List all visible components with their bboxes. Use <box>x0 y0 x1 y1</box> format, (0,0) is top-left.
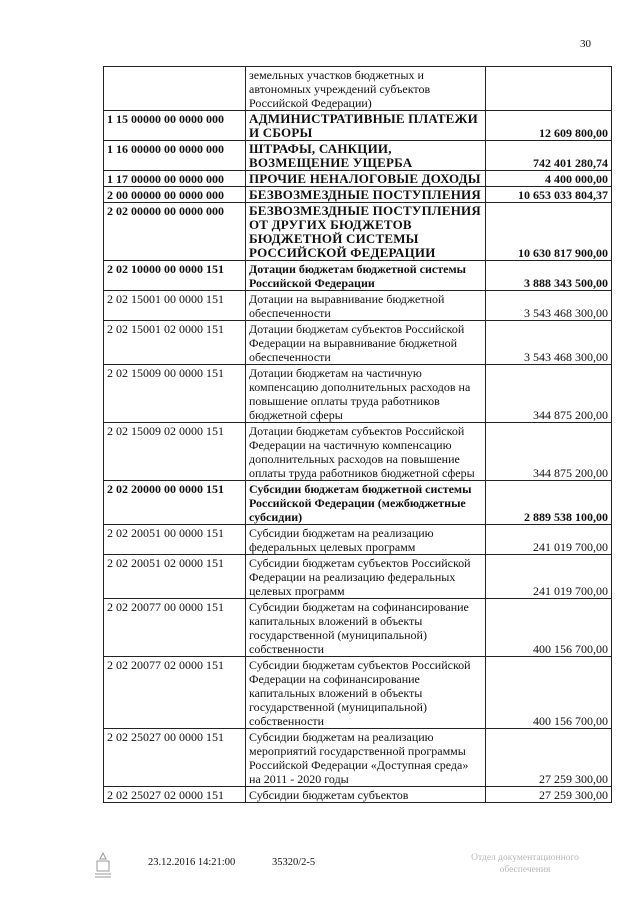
code-cell: 2 02 15009 00 0000 151 <box>104 365 246 423</box>
code-cell: 1 17 00000 00 0000 000 <box>104 171 246 187</box>
code-cell: 2 02 20077 02 0000 151 <box>104 657 246 729</box>
name-cell: Субсидии бюджетам бюджетной системы Российской Федерации (межбюджетные субсидии) <box>246 481 486 525</box>
code-cell: 2 02 20077 00 0000 151 <box>104 599 246 657</box>
document-emblem-icon <box>92 851 114 881</box>
code-cell: 2 02 15001 00 0000 151 <box>104 291 246 321</box>
table-row <box>104 187 612 203</box>
name-cell: Субсидии бюджетам субъектов <box>246 787 486 803</box>
table-row <box>104 141 612 171</box>
page-number: 30 <box>580 38 591 50</box>
amount-cell: 344 875 200,00 <box>486 365 612 423</box>
name-cell: Субсидии бюджетам на реализацию федеральных целевых программ <box>246 525 486 555</box>
table-row <box>104 203 612 261</box>
code-cell: 2 02 20051 02 0000 151 <box>104 555 246 599</box>
code-cell: 2 02 10000 00 0000 151 <box>104 261 246 291</box>
code-cell: 2 02 15001 02 0000 151 <box>104 321 246 365</box>
code-cell: 2 02 00000 00 0000 000 <box>104 203 246 261</box>
table-row <box>104 365 612 423</box>
name-cell: Дотации бюджетам бюджетной системы Российской Федерации <box>246 261 486 291</box>
budget-revenue-table <box>103 66 612 803</box>
table-row <box>104 729 612 787</box>
name-cell: Дотации бюджетам субъектов Российской Федерации на частичную компенсацию дополнительных расходов на повышение оплаты труда работников бюджетной сферы <box>246 423 486 481</box>
table-body <box>104 67 612 803</box>
amount-cell: 27 259 300,00 <box>486 729 612 787</box>
name-cell: Субсидии бюджетам на софинансирование капитальных вложений в объекты государственной (муниципальной) собственности <box>246 599 486 657</box>
name-cell: Субсидии бюджетам на реализацию мероприятий государственной программы Российской Федерации «Доступная среда» на 2011 - 2020 годы <box>246 729 486 787</box>
amount-cell: 2 889 538 100,00 <box>486 481 612 525</box>
amount-cell: 27 259 300,00 <box>486 787 612 803</box>
table-row <box>104 261 612 291</box>
table-row <box>104 555 612 599</box>
name-cell: Субсидии бюджетам субъектов Российской Федерации на софинансирование капитальных вложений в объекты государственной (муниципальной) собственности <box>246 657 486 729</box>
amount-cell: 344 875 200,00 <box>486 423 612 481</box>
table-row <box>104 67 612 111</box>
amount-cell <box>486 67 612 111</box>
name-cell: земельных участков бюджетных и автономных учреждений субъектов Российской Федерации) <box>246 67 486 111</box>
name-cell: ПРОЧИЕ НЕНАЛОГОВЫЕ ДОХОДЫ <box>246 171 486 187</box>
table-row <box>104 787 612 803</box>
code-cell: 2 02 20000 00 0000 151 <box>104 481 246 525</box>
name-cell: Дотации бюджетам на частичную компенсацию дополнительных расходов на повышение оплаты труда работников бюджетной сферы <box>246 365 486 423</box>
name-cell: АДМИНИСТРАТИВНЫЕ ПЛАТЕЖИ И СБОРЫ <box>246 111 486 141</box>
name-cell: ШТРАФЫ, САНКЦИИ, ВОЗМЕЩЕНИЕ УЩЕРБА <box>246 141 486 171</box>
name-cell: Субсидии бюджетам субъектов Российской Федерации на реализацию федеральных целевых программ <box>246 555 486 599</box>
amount-cell: 10 653 033 804,37 <box>486 187 612 203</box>
name-cell: Дотации на выравнивание бюджетной обеспеченности <box>246 291 486 321</box>
code-cell: 1 15 00000 00 0000 000 <box>104 111 246 141</box>
amount-cell: 400 156 700,00 <box>486 599 612 657</box>
footer-doc-id: 35320/2-5 <box>272 857 316 868</box>
amount-cell: 3 543 468 300,00 <box>486 321 612 365</box>
amount-cell: 241 019 700,00 <box>486 525 612 555</box>
code-cell <box>104 67 246 111</box>
name-cell: Дотации бюджетам субъектов Российской Федерации на выравнивание бюджетной обеспеченности <box>246 321 486 365</box>
table-row <box>104 171 612 187</box>
table-row <box>104 525 612 555</box>
table-row <box>104 599 612 657</box>
table-row <box>104 481 612 525</box>
name-cell: БЕЗВОЗМЕЗДНЫЕ ПОСТУПЛЕНИЯ ОТ ДРУГИХ БЮДЖЕТОВ БЮДЖЕТНОЙ СИСТЕМЫ РОССИЙСКОЙ ФЕДЕРАЦИИ <box>246 203 486 261</box>
table-row <box>104 111 612 141</box>
amount-cell: 241 019 700,00 <box>486 555 612 599</box>
code-cell: 2 02 25027 00 0000 151 <box>104 729 246 787</box>
amount-cell: 3 543 468 300,00 <box>486 291 612 321</box>
amount-cell: 12 609 800,00 <box>486 111 612 141</box>
footer-datetime: 23.12.2016 14:21:00 <box>148 857 236 868</box>
name-cell: БЕЗВОЗМЕЗДНЫЕ ПОСТУПЛЕНИЯ <box>246 187 486 203</box>
code-cell: 2 02 20051 00 0000 151 <box>104 525 246 555</box>
amount-cell: 742 401 280,74 <box>486 141 612 171</box>
code-cell: 2 00 00000 00 0000 000 <box>104 187 246 203</box>
table-row <box>104 657 612 729</box>
table-row <box>104 291 612 321</box>
code-cell: 1 16 00000 00 0000 000 <box>104 141 246 171</box>
amount-cell: 3 888 343 500,00 <box>486 261 612 291</box>
watermark-stamp: Отдел документационного обеспечения <box>471 853 579 875</box>
amount-cell: 400 156 700,00 <box>486 657 612 729</box>
table-row <box>104 321 612 365</box>
code-cell: 2 02 25027 02 0000 151 <box>104 787 246 803</box>
amount-cell: 10 630 817 900,00 <box>486 203 612 261</box>
amount-cell: 4 400 000,00 <box>486 171 612 187</box>
code-cell: 2 02 15009 02 0000 151 <box>104 423 246 481</box>
table-row <box>104 423 612 481</box>
